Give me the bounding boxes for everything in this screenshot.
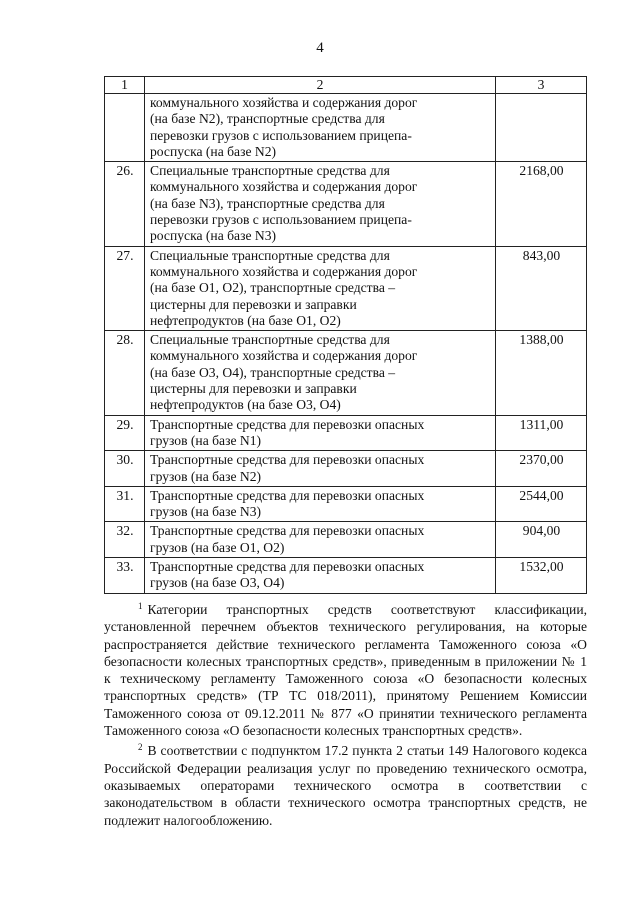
footnote-mark: 2 <box>138 742 143 753</box>
table-row <box>105 331 587 415</box>
fee-amount: 1532,00 <box>496 558 587 594</box>
vehicle-category <box>145 94 496 162</box>
category-line: нефтепродуктов (на базе O3, O4) <box>150 397 341 413</box>
footnote-1 <box>104 598 587 739</box>
category-line: грузов (на базе N3) <box>150 504 262 520</box>
vehicle-category <box>145 522 496 558</box>
vehicle-category <box>145 246 496 330</box>
header-cell-fee: 3 <box>496 77 587 94</box>
table-row <box>105 246 587 330</box>
table-row <box>105 486 587 522</box>
fee-amount: 2544,00 <box>496 486 587 522</box>
page-number: 4 <box>316 40 324 56</box>
category-line: Транспортные средства для перевозки опасных <box>150 452 425 468</box>
category-line: нефтепродуктов (на базе O1, O2) <box>150 312 341 328</box>
row-number <box>105 94 145 162</box>
category-line: (на базе N3), транспортные средства для <box>150 195 385 211</box>
row-number: 29. <box>105 415 145 451</box>
category-line: (на базе O3, O4), транспортные средства – <box>150 364 396 380</box>
footnote-2 <box>104 739 587 828</box>
category-line: коммунального хозяйства и содержания дорог <box>150 348 418 364</box>
category-line: перевозки грузов с использованием прицепа- <box>150 212 412 228</box>
row-number: 30. <box>105 451 145 487</box>
category-line: цистерны для перевозки и заправки <box>150 381 357 397</box>
category-line: грузов (на базе N2) <box>150 468 262 484</box>
category-line: Специальные транспортные средства для <box>150 332 390 348</box>
vehicle-category <box>145 162 496 246</box>
category-line: Специальные транспортные средства для <box>150 247 390 263</box>
category-line: цистерны для перевозки и заправки <box>150 296 357 312</box>
category-line: коммунального хозяйства и содержания дорог <box>150 95 418 110</box>
category-line: Транспортные средства для перевозки опасных <box>150 523 425 539</box>
row-number: 26. <box>105 162 145 246</box>
fee-amount: 2168,00 <box>496 162 587 246</box>
vehicle-category <box>145 486 496 522</box>
vehicle-category <box>145 331 496 415</box>
row-number: 33. <box>105 558 145 594</box>
vehicle-category <box>145 415 496 451</box>
vehicle-category <box>145 451 496 487</box>
row-number: 28. <box>105 331 145 415</box>
table-row <box>105 522 587 558</box>
table-row <box>105 558 587 594</box>
fee-amount: 904,00 <box>496 522 587 558</box>
category-line: Специальные транспортные средства для <box>150 163 390 179</box>
table-row <box>105 451 587 487</box>
category-line: Транспортные средства для перевозки опасных <box>150 487 425 503</box>
category-line: (на базе N2), транспортные средства для <box>150 111 385 127</box>
category-line: роспуска (на базе N2) <box>150 143 277 159</box>
fee-amount: 843,00 <box>496 246 587 330</box>
table-row <box>105 162 587 246</box>
fee-table <box>104 76 587 594</box>
footnotes <box>104 598 587 829</box>
category-line: перевозки грузов с использованием прицепа- <box>150 127 412 143</box>
category-line: Транспортные средства для перевозки опасных <box>150 559 425 575</box>
fee-amount: 2370,00 <box>496 451 587 487</box>
header-cell-number: 1 <box>105 77 145 94</box>
footnote-text: Категории транспортных средств соответствуют классификации, установленной перечнем объектов технического регулирования, на которые распространяется действие технического регламента Таможенного союза «О безопасности колесных транспортных средств», приведенным в приложении № 1 к техническому регламенту Таможенного союза «О безопасности колесных транспортных средств» (ТР ТС 018/2011), принятому Решением Комиссии Таможенного союза от 09.12.2011 № 877 «О принятии технического регламента Таможенного союза «О безопасности колесных транспортных средств». <box>104 602 587 739</box>
category-line: грузов (на базе O1, O2) <box>150 539 285 555</box>
table-header-row <box>105 77 587 94</box>
table-body <box>105 94 587 594</box>
category-line: (на базе O1, O2), транспортные средства – <box>150 280 396 296</box>
table-row <box>105 94 587 162</box>
footnote-text: В соответствии с подпунктом 17.2 пункта 2 статьи 149 Налогового кодекса Российской Федерации реализация услуг по проведению технического осмотра, оказываемых операторами технического осмотра в соответствии с законодательством в области технического осмотра транспортных средств, не подлежит налогообложению. <box>104 743 587 828</box>
vehicle-category <box>145 558 496 594</box>
row-number: 27. <box>105 246 145 330</box>
table-row <box>105 415 587 451</box>
fee-amount <box>496 94 587 162</box>
category-line: грузов (на базе N1) <box>150 432 262 448</box>
category-line: коммунального хозяйства и содержания дорог <box>150 263 418 279</box>
row-number: 31. <box>105 486 145 522</box>
category-line: роспуска (на базе N3) <box>150 228 277 244</box>
footnote-mark: 1 <box>138 601 143 611</box>
fee-amount: 1388,00 <box>496 331 587 415</box>
category-line: грузов (на базе O3, O4) <box>150 575 285 591</box>
row-number: 32. <box>105 522 145 558</box>
category-line: Транспортные средства для перевозки опасных <box>150 416 425 432</box>
category-line: коммунального хозяйства и содержания дорог <box>150 179 418 195</box>
header-cell-category: 2 <box>145 77 496 94</box>
fee-amount: 1311,00 <box>496 415 587 451</box>
